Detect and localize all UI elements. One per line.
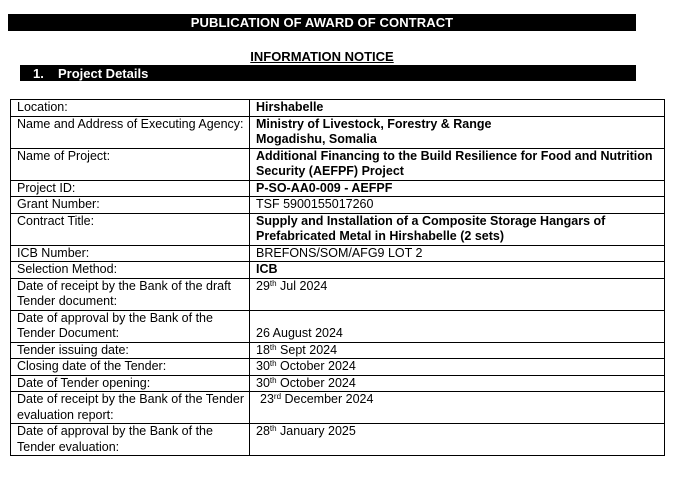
icb-number-label: ICB Number: xyxy=(11,245,250,262)
project-id-value: P-SO-AA0-009 - AEFPF xyxy=(250,180,665,197)
eval-receipt-rest: December 2024 xyxy=(281,392,374,406)
location-label: Location: xyxy=(11,100,250,117)
eval-approval-label: Date of approval by the Bank of the Tender evaluation: xyxy=(11,424,250,456)
section-heading xyxy=(20,65,636,81)
draft-receipt-rest: Jul 2024 xyxy=(276,278,328,293)
opening-date-suffix: th xyxy=(269,375,277,385)
row-icb-number xyxy=(11,245,665,262)
row-contract-title xyxy=(11,213,665,245)
closing-date-suffix: th xyxy=(269,359,277,368)
row-selection-method xyxy=(11,262,665,279)
eval-approval-value xyxy=(250,424,665,456)
closing-date-label: Closing date of the Tender: xyxy=(11,359,250,376)
doc-approval-value: 26 August 2024 xyxy=(250,310,665,342)
closing-date-value xyxy=(250,359,665,376)
draft-receipt-suffix: th xyxy=(269,278,277,288)
icb-number-value: BREFONS/SOM/AFG9 LOT 2 xyxy=(250,245,665,262)
project-name-value: Additional Financing to the Build Resilience for Food and Nutrition Security (AEFPF) Project xyxy=(250,148,665,180)
closing-date-day: 30 xyxy=(256,359,270,373)
project-name-label: Name of Project: xyxy=(11,148,250,180)
issuing-date-rest: Sept 2024 xyxy=(276,342,338,357)
opening-date-rest: October 2024 xyxy=(276,375,356,390)
agency-label: Name and Address of Executing Agency: xyxy=(11,116,250,148)
issuing-date-suffix: th xyxy=(269,342,277,352)
contract-title-value: Supply and Installation of a Composite Storage Hangars of Prefabricated Metal in Hirshabelle (2 sets) xyxy=(250,213,665,245)
row-doc-approval xyxy=(11,310,665,342)
eval-receipt-day: 23 xyxy=(260,392,274,406)
row-draft-receipt xyxy=(11,278,665,310)
section-number: 1. xyxy=(33,66,44,81)
grant-number-value: TSF 5900155017260 xyxy=(250,197,665,214)
selection-method-value: ICB xyxy=(250,262,665,279)
closing-date-rest: October 2024 xyxy=(276,359,356,373)
information-notice-heading: INFORMATION NOTICE xyxy=(250,49,394,64)
row-eval-receipt xyxy=(11,392,665,424)
contract-title-label: Contract Title: xyxy=(11,213,250,245)
row-grant-number xyxy=(11,197,665,214)
draft-receipt-day: 29 xyxy=(256,278,270,293)
opening-date-value xyxy=(250,375,665,392)
row-project-id xyxy=(11,180,665,197)
row-location xyxy=(11,100,665,117)
opening-date-label: Date of Tender opening: xyxy=(11,375,250,392)
eval-approval-suffix: th xyxy=(269,424,277,433)
eval-approval-day: 28 xyxy=(256,424,270,438)
issuing-date-day: 18 xyxy=(256,342,270,357)
opening-date-day: 30 xyxy=(256,375,270,390)
row-eval-approval xyxy=(11,424,665,456)
eval-receipt-suffix: rd xyxy=(273,392,282,401)
eval-receipt-label: Date of receipt by the Bank of the Tender evaluation report: xyxy=(11,392,250,424)
grant-number-label: Grant Number: xyxy=(11,197,250,214)
row-opening-date xyxy=(11,375,665,392)
selection-method-label: Selection Method: xyxy=(11,262,250,279)
draft-receipt-value xyxy=(250,278,665,310)
issuing-date-label: Tender issuing date: xyxy=(11,342,250,359)
location-value: Hirshabelle xyxy=(250,100,665,117)
agency-value xyxy=(250,116,665,148)
project-details-table xyxy=(10,99,665,456)
row-closing-date xyxy=(11,359,665,376)
draft-receipt-label: Date of receipt by the Bank of the draft Tender document: xyxy=(11,278,250,310)
eval-receipt-value xyxy=(250,392,665,424)
issuing-date-value xyxy=(250,342,665,359)
agency-name: Ministry of Livestock, Forestry & Range xyxy=(256,116,492,131)
eval-approval-rest: January 2025 xyxy=(276,424,356,438)
section-title: Project Details xyxy=(58,66,149,81)
doc-approval-label: Date of approval by the Bank of the Tender Document: xyxy=(11,310,250,342)
project-id-label: Project ID: xyxy=(11,180,250,197)
document-title: PUBLICATION OF AWARD OF CONTRACT xyxy=(8,14,636,31)
row-executing-agency xyxy=(11,116,665,148)
row-project-name xyxy=(11,148,665,180)
row-issuing-date xyxy=(11,342,665,359)
agency-address: Mogadishu, Somalia xyxy=(256,132,377,146)
